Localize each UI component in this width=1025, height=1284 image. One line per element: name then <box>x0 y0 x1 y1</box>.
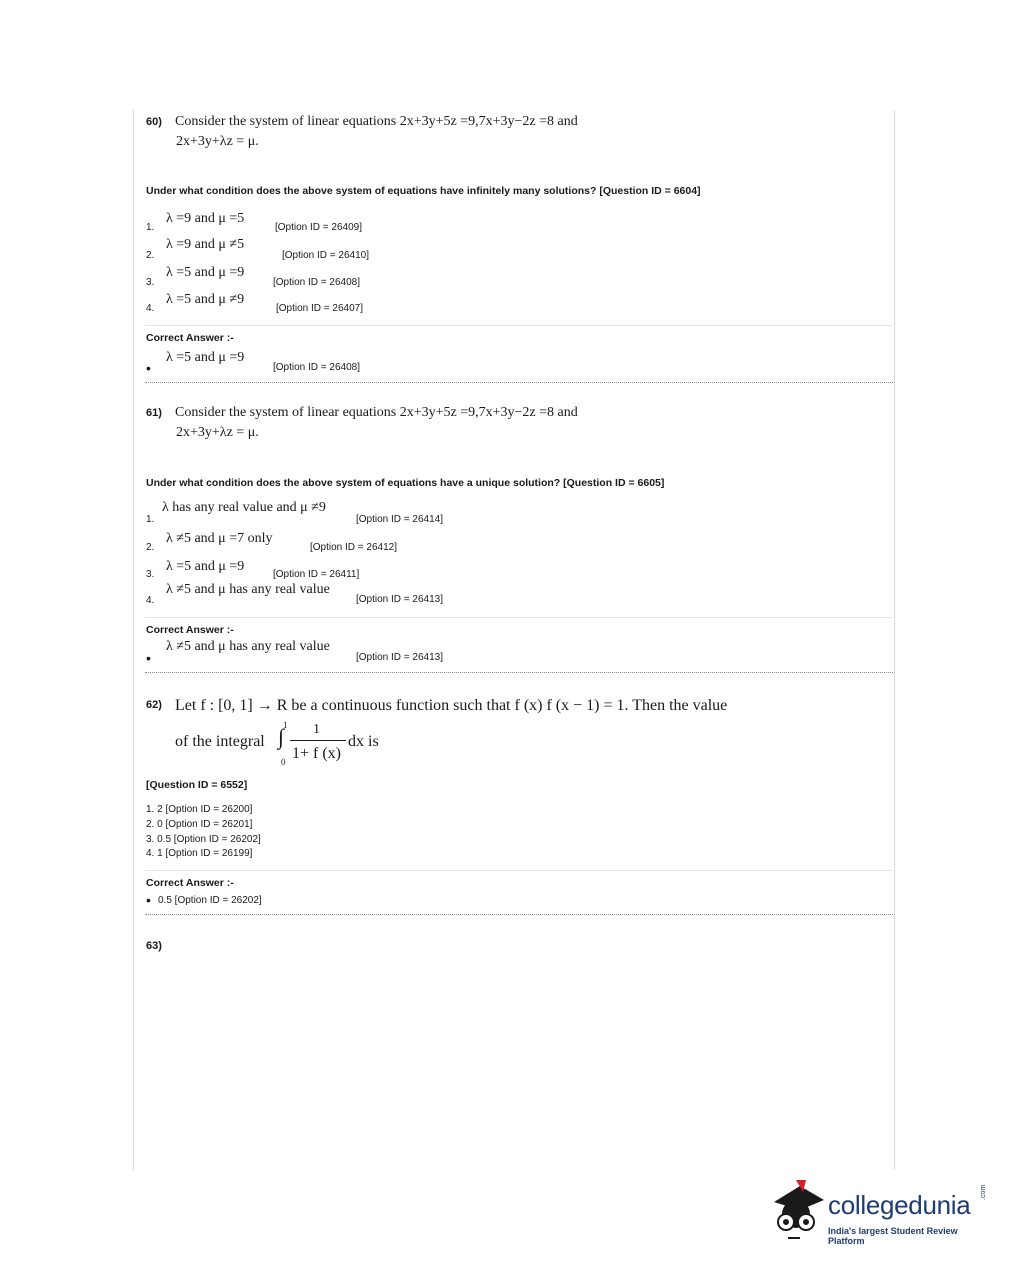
question-61-number: 61) <box>146 407 162 419</box>
question-63-number: 63) <box>146 940 162 952</box>
correct-answer-math: λ ≠5 and μ has any real value <box>166 639 330 654</box>
question-separator <box>145 672 893 673</box>
option-number: 2. <box>146 250 155 261</box>
question-60-text-line1: Consider the system of linear equations 2x+3y+5z =9,7x+3y−2z =8 and <box>175 114 578 129</box>
option-number: 2. <box>146 542 155 553</box>
brand-tagline: India's largest Student Review Platform <box>828 1226 958 1246</box>
integral-upper-limit: 1 <box>283 720 288 730</box>
question-60-text-line2: 2x+3y+λz = μ. <box>176 134 259 149</box>
option-math[interactable]: λ ≠5 and μ has any real value <box>166 582 330 597</box>
correct-answer-label: Correct Answer :- <box>146 877 234 889</box>
correct-answer-label: Correct Answer :- <box>146 332 234 344</box>
option-item[interactable]: 2. 0 [Option ID = 26201] <box>146 819 253 830</box>
mascot-icon <box>766 1176 826 1246</box>
option-math[interactable]: λ =5 and μ =9 <box>166 265 245 280</box>
option-id: [Option ID = 26413] <box>356 594 444 605</box>
option-item[interactable]: 3. 0.5 [Option ID = 26202] <box>146 834 261 845</box>
integral-lower-limit: 0 <box>281 757 286 767</box>
option-math[interactable]: λ ≠5 and μ =7 only <box>166 531 273 546</box>
divider <box>145 325 893 326</box>
brand-name: collegedunia <box>828 1190 971 1220</box>
question-separator <box>145 382 893 383</box>
option-number: 1. <box>146 514 155 525</box>
question-60-number: 60) <box>146 116 162 128</box>
question-60-title: Under what condition does the above system of equations have infinitely many solutions? [Question ID = 6604] <box>146 185 701 197</box>
option-id: [Option ID = 26414] <box>356 514 444 525</box>
option-item[interactable]: 4. 1 [Option ID = 26199] <box>146 848 253 859</box>
brand-domain: .com <box>980 1184 987 1200</box>
option-number: 3. <box>146 277 155 288</box>
question-separator <box>145 914 893 915</box>
option-number: 3. <box>146 569 155 580</box>
option-item[interactable]: 1. 2 [Option ID = 26200] <box>146 804 253 815</box>
option-id: [Option ID = 26412] <box>310 542 398 553</box>
option-id: [Option ID = 26411] <box>273 569 360 580</box>
question-61-text-line2: 2x+3y+λz = μ. <box>176 425 259 440</box>
question-62-text-line1: Let f : [0, 1] → R be a continuous function such that f (x) f (x − 1) = 1. Then the value <box>175 697 728 714</box>
option-math[interactable]: λ =5 and μ =9 <box>166 559 245 574</box>
question-62-text-suffix: dx is <box>348 733 379 750</box>
bullet-icon: • <box>146 892 151 908</box>
option-id: [Option ID = 26409] <box>275 222 363 233</box>
option-id: [Option ID = 26407] <box>276 303 364 314</box>
question-62-number: 62) <box>146 699 162 711</box>
correct-answer-text: 0.5 [Option ID = 26202] <box>158 895 262 906</box>
divider <box>145 870 893 871</box>
option-math[interactable]: λ =9 and μ =5 <box>166 211 245 226</box>
fraction-bar <box>290 740 346 741</box>
correct-answer-label: Correct Answer :- <box>146 624 234 636</box>
option-number: 4. <box>146 303 155 314</box>
question-62-title: [Question ID = 6552] <box>146 779 248 791</box>
correct-answer-id: [Option ID = 26413] <box>356 652 444 663</box>
integral-sign-icon: ∫ <box>278 724 285 749</box>
option-math[interactable]: λ =5 and μ ≠9 <box>166 292 245 307</box>
collegedunia-logo <box>766 1176 996 1250</box>
fraction-denominator: 1+ f (x) <box>292 745 342 762</box>
option-id: [Option ID = 26410] <box>282 250 370 261</box>
bullet-icon: • <box>146 360 151 376</box>
bullet-icon: • <box>146 650 151 666</box>
correct-answer-id: [Option ID = 26408] <box>273 362 361 373</box>
option-number: 1. <box>146 222 155 233</box>
option-math[interactable]: λ =9 and μ ≠5 <box>166 237 245 252</box>
question-61-text-line1: Consider the system of linear equations 2x+3y+5z =9,7x+3y−2z =8 and <box>175 405 578 420</box>
question-61-title: Under what condition does the above system of equations have a unique solution? [Question ID = 6605] <box>146 477 665 489</box>
option-id: [Option ID = 26408] <box>273 277 361 288</box>
option-number: 4. <box>146 595 155 606</box>
option-math[interactable]: λ has any real value and μ ≠9 <box>162 500 326 515</box>
divider <box>145 617 893 618</box>
question-62-text-prefix: of the integral <box>175 733 265 750</box>
fraction-numerator: 1 <box>313 722 320 737</box>
correct-answer-math: λ =5 and μ =9 <box>166 350 245 365</box>
